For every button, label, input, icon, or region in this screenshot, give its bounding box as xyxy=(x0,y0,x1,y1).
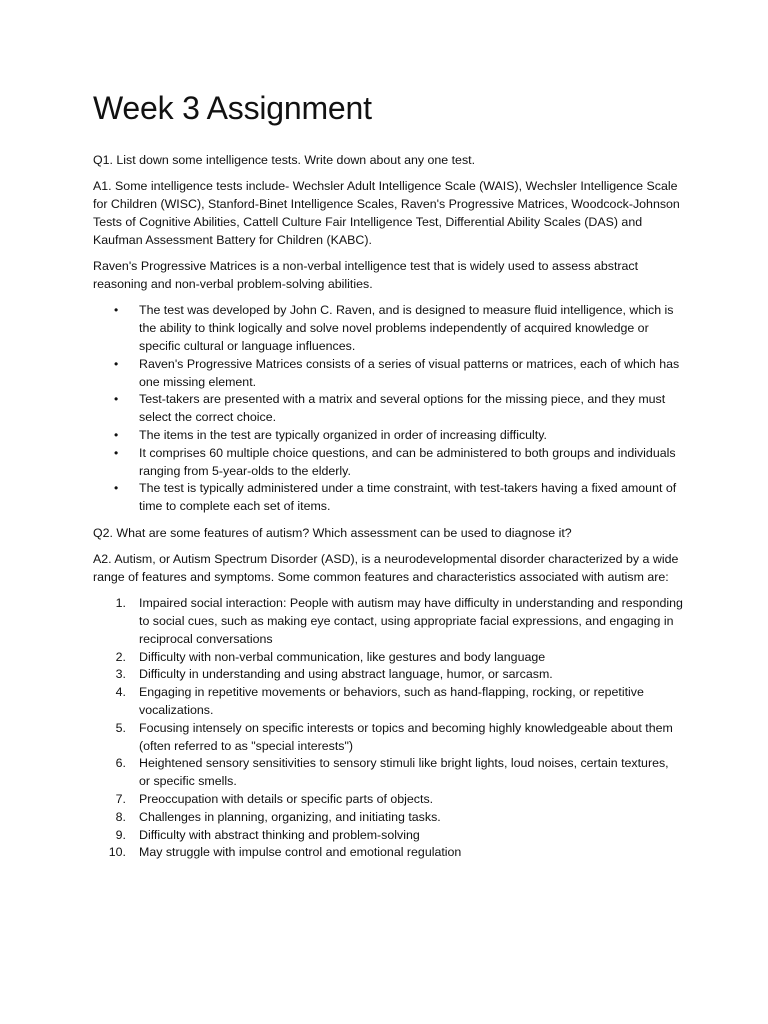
list-item xyxy=(93,666,683,684)
page-title: Week 3 Assignment xyxy=(93,90,372,126)
list-number: 2. xyxy=(115,649,126,664)
list-item-text: Preoccupation with details or specific parts of objects. xyxy=(139,792,434,807)
list-item xyxy=(93,649,683,667)
list-item xyxy=(93,755,683,791)
list-item-text: The test is typically administered under a time constraint, with test-takers having a fixed amount of time to complete each set of items. xyxy=(139,481,677,514)
list-item xyxy=(93,391,683,427)
list-number: 1. xyxy=(115,596,126,611)
list-number: 6. xyxy=(115,756,126,771)
bullet-icon: • xyxy=(114,481,119,496)
list-number: 9. xyxy=(115,827,126,842)
list-number: 5. xyxy=(115,720,126,735)
bullet-icon: • xyxy=(114,303,119,318)
list-item xyxy=(93,356,683,392)
list-item-text: The items in the test are typically organized in order of increasing difficulty. xyxy=(139,427,547,442)
list-item-text: Difficulty with non-verbal communication, like gestures and body language xyxy=(139,649,546,664)
list-item-text: Test-takers are presented with a matrix and several options for the missing piece, and they must select the correct choice. xyxy=(139,392,666,425)
list-number: 10. xyxy=(108,845,126,860)
list-number: 7. xyxy=(115,792,126,807)
question-2: Q2. What are some features of autism? Which assessment can be used to diagnose it? xyxy=(93,525,572,540)
answer-1: A1. Some intelligence tests include- Wechsler Adult Intelligence Scale (WAIS), Wechsler Intelligence Scale for Children (WISC), Stanford-Binet Intelligence Scales, Raven's Progressive Matrices, Woodcock-Johnson Tests of Cognitive Abilities, Cattell Culture Fair Intelligence Test, Differential Ability Scales (DAS) and Kaufman Assessment Battery for Children (KABC). xyxy=(93,179,680,247)
list-item xyxy=(93,595,683,648)
list-number: 3. xyxy=(115,667,126,682)
question-1: Q1. List down some intelligence tests. Write down about any one test. xyxy=(93,153,476,167)
list-item-text: Raven's Progressive Matrices consists of a series of visual patterns or matrices, each of which has one missing element. xyxy=(139,356,680,389)
list-item xyxy=(93,844,683,862)
ravens-points-list xyxy=(93,302,683,516)
bullet-icon: • xyxy=(114,392,119,407)
list-item-text: The test was developed by John C. Raven, and is designed to measure fluid intelligence, which is the ability to think logically and solve novel problems independently of acquired knowledge or specific cultural or language influences. xyxy=(139,303,674,353)
list-item xyxy=(93,427,683,445)
list-item-text: Impaired social interaction: People with autism may have difficulty in understanding and responding to social cues, such as making eye contact, using appropriate facial expressions, and engaging in reciprocal conversations xyxy=(139,596,683,646)
list-item xyxy=(93,720,683,756)
list-item xyxy=(93,445,683,481)
list-item xyxy=(93,827,683,845)
list-number: 8. xyxy=(115,809,126,824)
bullet-icon: • xyxy=(114,445,119,460)
list-item-text: Focusing intensely on specific interests or topics and becoming highly knowledgeable about them (often referred to as "special interests") xyxy=(139,720,673,753)
list-number: 4. xyxy=(115,685,126,700)
list-item xyxy=(93,302,683,355)
bullet-icon: • xyxy=(114,427,119,442)
answer-2: A2. Autism, or Autism Spectrum Disorder (ASD), is a neurodevelopmental disorder characterized by a wide range of features and symptoms. Some common features and characteristics associated with autism are: xyxy=(93,552,679,584)
list-item-text: Difficulty in understanding and using abstract language, humor, or sarcasm. xyxy=(139,667,553,682)
list-item-text: Challenges in planning, organizing, and initiating tasks. xyxy=(139,809,441,824)
list-item xyxy=(93,684,683,720)
ravens-intro-paragraph: Raven's Progressive Matrices is a non-verbal intelligence test that is widely used to assess abstract reasoning and non-verbal problem-solving abilities. xyxy=(93,259,639,291)
list-item-text: Difficulty with abstract thinking and problem-solving xyxy=(139,827,420,842)
list-item xyxy=(93,480,683,516)
list-item xyxy=(93,791,683,809)
bullet-icon: • xyxy=(114,356,119,371)
list-item-text: It comprises 60 multiple choice questions, and can be administered to both groups and individuals ranging from 5-year-olds to the elderly. xyxy=(139,445,676,478)
autism-features-list xyxy=(93,595,683,862)
document-body xyxy=(93,152,683,862)
list-item-text: Heightened sensory sensitivities to sensory stimuli like bright lights, loud noises, certain textures, or specific smells. xyxy=(139,756,669,789)
list-item-text: May struggle with impulse control and emotional regulation xyxy=(139,845,462,860)
list-item-text: Engaging in repetitive movements or behaviors, such as hand-flapping, rocking, or repetitive vocalizations. xyxy=(139,685,644,718)
list-item xyxy=(93,809,683,827)
